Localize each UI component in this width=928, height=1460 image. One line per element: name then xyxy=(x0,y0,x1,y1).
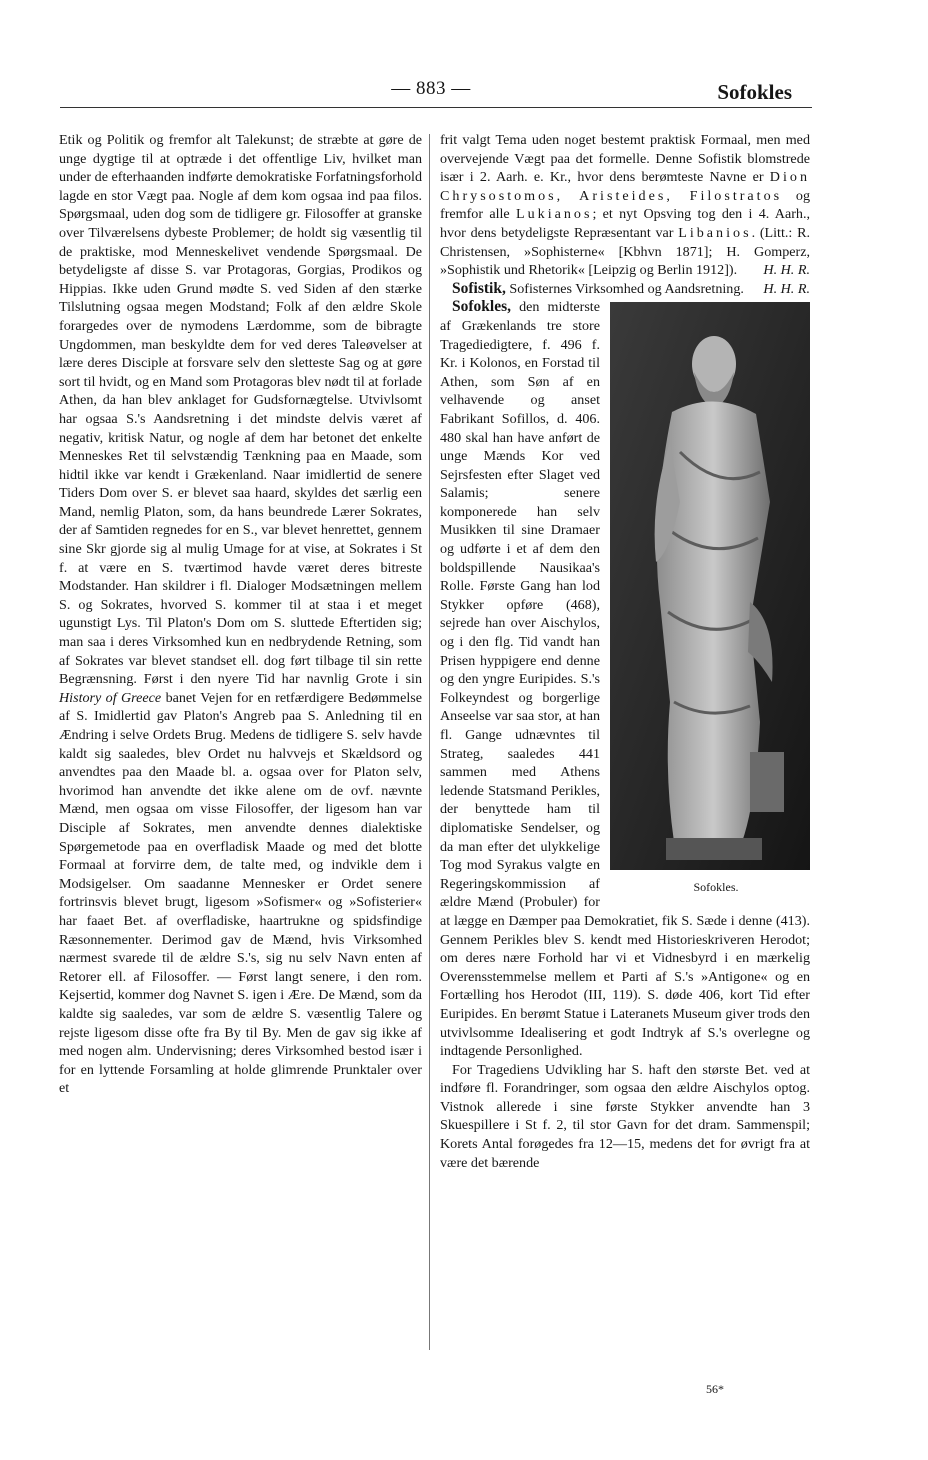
page-number: — 883 — xyxy=(391,78,471,99)
left-text-1: Etik og Politik og fremfor alt Talekunst; de stræbte at gøre de unge dygtige til at optræde i det offentlige Liv, hvilket man under de efterhaanden indførte demokratiske Forfatningsforhold lagde en stor Vægt paa. Nogle af dem kom ogsaa ind paa filos. Spørgsmaal, uden dog som de tidligere gr. Filosoffer at granske over Tilværelsens dybeste Problemer; de holdt sig væsentlig til de praktiske, mod Menneskelivet vendende Spørgsmaal. De betydeligste af disse S. var Protagoras, Gorgias, Prodikos og Hippias. Ikke uden Grund mødte S. ved Siden af den stærke Tilslutning ogsaa megen Modstand; Folk af den ældre Skole forargedes over de nymodens Lærdomme, som de bibragte Ungdommen, man beskyldte dem for ved deres Taleøvelser at lære deres Disciple at forsvare selv den sletteste Sag og at gøre sort til hvidt, og en Mand som Protagoras blev nødt til at forlade Athen, da han blev anklaget for Gudsfornægtelse. Utvivlsomt har ogsaa S.'s Aandsretning i det mindste delvis været af negativ, kritisk Natur, og nogle af dem har betonet det enkelte Menneskes Ret til selvstændig Tænkning paa en Maade, som hidtil ikke var kendt i Grækenland. Naar imidlertid de senere Tiders Dom over S. er blevet saa haard, skyldes det særlig een Mand, nemlig Platon, som, da hans beundrede Lærer Sokrates, der af Samtiden regnedes for en S., var blevet henrettet, gennem sine Skr gjorde sig al mulig Umage for at vise, at Sokrates i St f. at være en S. tværtimod havde været deres bitreste Modstander. Han skildrer i fl. Dialoger Modsætningen mellem S. og Sokrates, hvorved S. kommer til at staa i et meget ugunstigt Lys. Til Platon's Dom om S. sluttede Eftertiden sig; man saa i deres Virksomhed kun en nedbrydende Retning, som af Sokrates var blevet standset ell. dog ført tilbage til sin rette Begrænsning. Først i den nyere Tid har navnlig Grote i sin xyxy=(59,132,422,688)
tragedy-paragraph: For Tragediens Udvikling har S. haft den største Bet. ved at indføre fl. Forandringer, som ogsaa den ældre Aischylos optog. Vistnok allerede i sine første Stykker anvendte han 3 Skuespillere i St f. 2, til stor Gavn for det dram. Sammenspil; Korets Antal forøgedes fra 12—15, medens det for øvrigt fra at være det bærende xyxy=(440,1061,810,1171)
headword-sofistik: Sofistik, xyxy=(452,279,506,297)
entry-sofistik: Sofistik, Sofisternes Virksomhed og Aandsretning. H. H. R. xyxy=(452,279,810,297)
author-signature: H. H. R. xyxy=(763,262,810,279)
sofokles-statue-image xyxy=(610,302,810,870)
signature-mark: 56* xyxy=(706,1382,724,1396)
sofist-names: Dion Chrysostomos, Aristeides, Filostratos xyxy=(440,169,810,204)
left-column xyxy=(59,131,422,1098)
left-column-text xyxy=(59,131,422,1098)
column-divider xyxy=(429,134,430,1350)
headword-sofokles: Sofokles, xyxy=(452,298,511,316)
header-rule xyxy=(60,107,812,108)
sofist-continuation: frit valgt Tema uden noget bestemt praktisk Formaal, men med overvejende Vægt paa det formelle. Denne Sofistik blomstrede især i 2. Aarh. e. Kr., hvor dens berømteste Navne er Dion Chrysostomos, Aristeides, Filostratos og fremfor alle Lukianos; et nyt Opsving tog den i 4. Aarh., hvor dens betydeligste Repræsentant var Libanios. (Litt.: R. Christensen, »Sophisterne« [Kbhvn 1871]; H. Gomperz, »Sophistik und Rhetorik« [Leipzig og Berlin 1912]). H. H. R. xyxy=(440,132,811,279)
running-head: Sofokles xyxy=(717,80,792,104)
figure-caption: Sofokles. xyxy=(693,880,739,895)
author-signature: H. H. R. xyxy=(763,280,810,297)
entry-sofokles: Sofokles, Sofokles. den midterste af Grækenlands tre store Tragediedigtere, f. 496 f. Kr. i Kolonos, en Forstad til Athen, som Søn af en velhavende og anset Fabrikant Sofillos, d. 406. 480 skal han have anført de unge Mænds Kor ved Sejrsfesten efter Slaget ved Salamis; senere komponerede han selv Musikken til sine Dramaer og udførte i et af dem den boldspillende Nausikaa's Rolle. Første Gang han lod Stykker opføre (468), sejrede han over Aischylos, og i den flg. Tid vandt han Prisen hyppigere end denne og den yngre Euripides. S.'s Folkeyndest og borgerlige Anseelse var saa stor, at han fl. Gange udnævntes til Strateg, saaledes 441 sammen med Athens ledende Statsmand Perikles, der benyttede ham til diplomatiske Sendelser, og da man efter det ulykkelige Tog mod Syrakus valgte en Regeringskommission af ældre Mænd (Probuler) for at lægge en Dæmper paa Demokratiet, fik S. Sæde i denne (413). Gennem Perikles blev S. kendt med Historieskriveren Herodot; om deres nære Forhold har vi et Vidnesbyrd i en mærkelig Overensstemmelse mellem et Parti af S.'s »Antigone« og en Fortælling hos Herodot (III, 119). S. døde 406, kort Tid efter Euripides. En berømt Statue i Lateranets Museum giver trods den utvivlsomme Idealisering et godt Indtryk af S.'s overlegne og indtagende Personlighed. xyxy=(440,298,810,1060)
history-of-greece-title: History of Greece xyxy=(59,689,162,706)
right-column xyxy=(440,131,810,1172)
left-text-2: banet Vejen for en retfærdigere Bedømmelse af S. Imidlertid gav Platon's Angreb paa S. Anledning til en Ændring i selve Ordets Brug. Medens de tidligere S. selv havde kaldt sig saaledes, blev Ordet nu halvvejs et Skældsord og anvendtes paa den Maade bl. a. ogsaa over for Platon selv, hvorimod han anvendte det ikke alene om de ovf. nævnte Mænd, men ogsaa om visse Filosoffer, der ligesom han var Disciple af Sokrates, men anvendte dennes dialektiske Spørgemetode paa en overfladisk Maade og med det blotte Formaal at forvirre dem, de talte med, og indvikle dem i Modsigelser. Om saadanne Mennesker er Ordet senere fortrinsvis blevet brugt, ligesom »Sofismer« og »Sofisterier« har faaet Bet. af overfladiske, haartrukne og spidsfindige Ræsonnementer. Derimod gav de Mænd, hvis Virksomhed nærmest svarede til de ældre S.'s, sig nu selv Navn enten af Retorer ell. af Filosoffer. — Først langt senere, i den rom. Kejsertid, kommer dog Navnet S. igen i Ære. De Mænd, som da kaldte sig saaledes, var som de ældre S. væsentlig Talere og rejste ligesom disse ofte fra By til By. Men de gav sig ikke af med nogen alm. Undervisning; deres Virksomhed bestod især i for en lyttende Forsamling at holde glimrende Prunktaler over et xyxy=(59,689,422,1097)
sofokles-figure xyxy=(610,302,810,897)
